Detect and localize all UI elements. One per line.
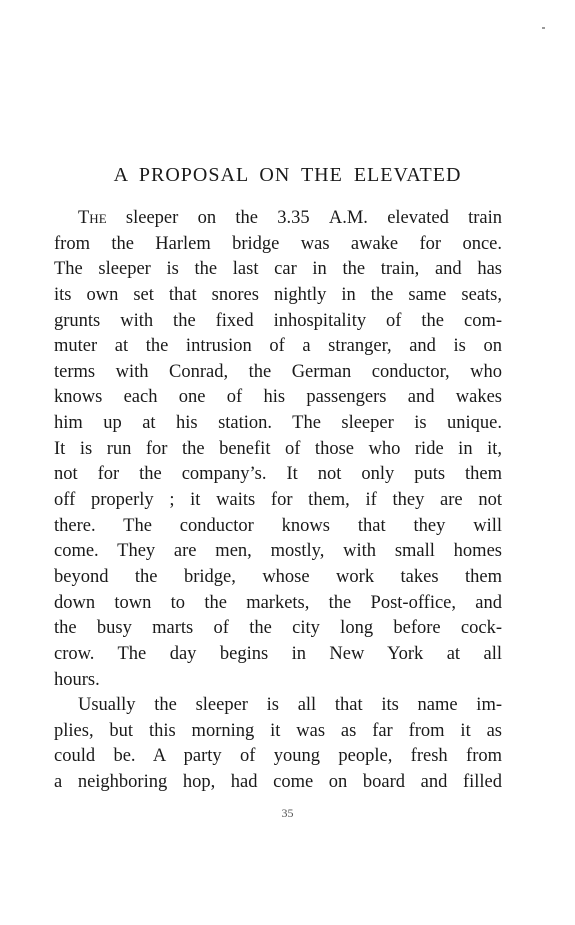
body-text [54, 206, 502, 796]
text-line: knows each one of his passengers and wakes [54, 387, 502, 408]
text-line: beyond the bridge, whose work takes them [54, 566, 502, 587]
text-line: plies, but this morning it was as far from it as [54, 720, 502, 741]
small-caps-lead: The [78, 208, 107, 228]
page-number: 35 [281, 806, 294, 820]
text-line: hours. [54, 669, 100, 690]
text-line: a neighboring hop, had come on board and filled [54, 772, 502, 793]
text-line: come. They are men, mostly, with small homes [54, 541, 502, 562]
text-line: its own set that snores nightly in the same seats, [54, 284, 502, 305]
text-line: terms with Conrad, the German conductor, who [54, 361, 502, 382]
text-line: muter at the intrusion of a stranger, and is on [54, 336, 502, 357]
text-line: the busy marts of the city long before cock- [54, 618, 502, 639]
text-run: elevated train [367, 208, 502, 228]
text-line: from the Harlem bridge was awake for once. [54, 233, 502, 254]
text-line: Usually the sleeper is all that its name im- [78, 695, 502, 716]
scan-mark [542, 27, 545, 29]
text-line: not for the company’s. It not only puts them [54, 464, 502, 485]
text-line: grunts with the fixed inhospitality of the com- [54, 310, 502, 331]
text-line: crow. The day begins in New York at all [54, 643, 502, 664]
text-line: It is run for the benefit of those who ride in it, [54, 438, 502, 459]
text-line: him up at his station. The sleeper is unique. [54, 413, 502, 434]
text-line: there. The conductor knows that they will [54, 515, 502, 536]
small-caps-time: A.M. [328, 208, 368, 228]
chapter-title: A PROPOSAL ON THE ELEVATED [113, 164, 462, 186]
text-line: could be. A party of young people, fresh from [54, 746, 502, 767]
text-line: The sleeper is the last car in the train, and has [54, 259, 502, 280]
text-run: sleeper on the 3.35 [106, 208, 329, 228]
text-line: off properly ; it waits for them, if they are not [54, 490, 502, 511]
text-line: down town to the markets, the Post-office, and [54, 592, 502, 613]
text-line [54, 206, 502, 232]
